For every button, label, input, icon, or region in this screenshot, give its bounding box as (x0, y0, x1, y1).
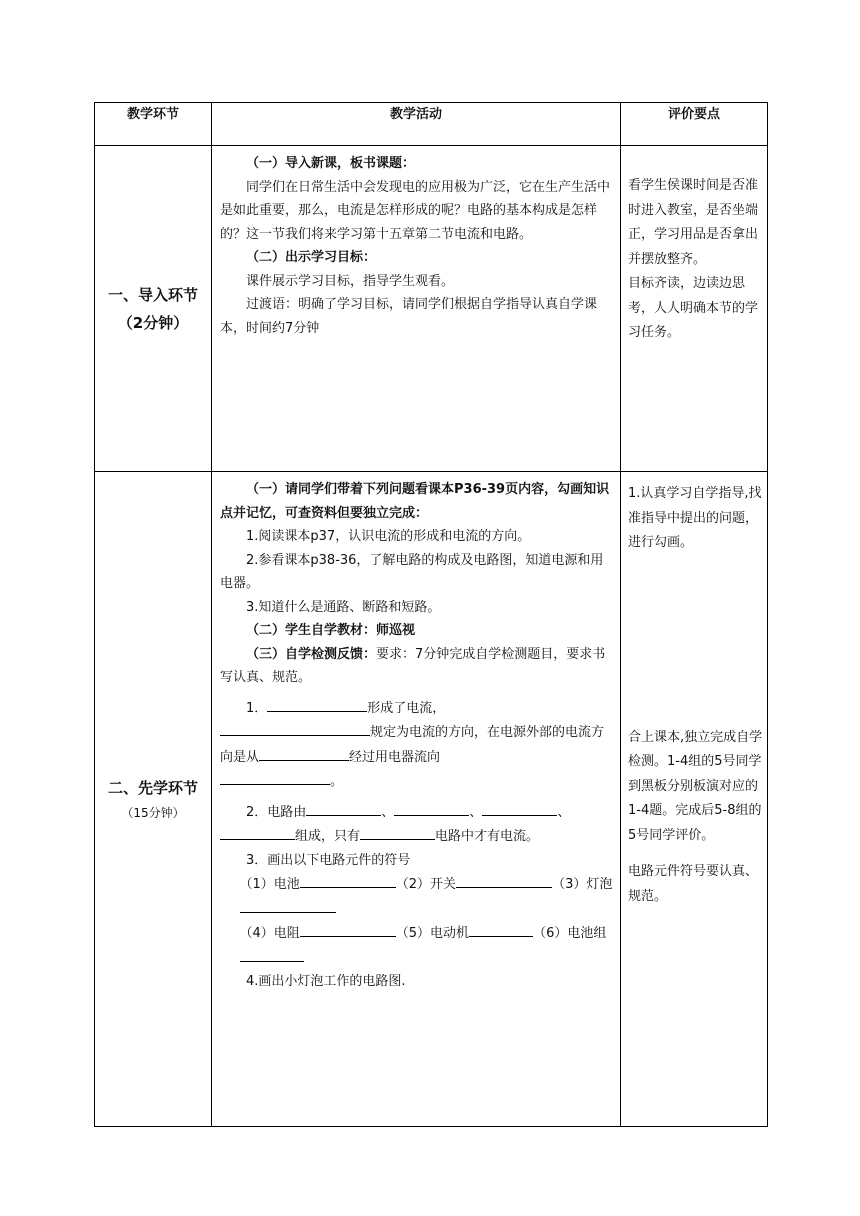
answer-blank[interactable] (394, 800, 469, 816)
question-text: 规定为电流的方向，在电源外部的电流方向是从 (220, 725, 605, 765)
stage-time: （15分钟） (121, 806, 185, 820)
evaluation-text: 1.认真学习自学指导,找准指导中提出的问题，进行勾画。 (628, 486, 762, 550)
answer-blank[interactable] (456, 872, 552, 888)
stage-time: （2分钟） (117, 313, 189, 332)
answer-blank[interactable] (220, 769, 330, 785)
activity-heading: （二）出示学习目标： (246, 250, 377, 265)
separator: 、 (469, 804, 483, 820)
activity-heading: （二）学生自学教材：师巡视 (246, 623, 416, 638)
test-question-2 (220, 800, 614, 825)
answer-blank[interactable] (259, 745, 349, 761)
header-stage: 教学环节 (95, 103, 212, 146)
spacer (628, 848, 763, 860)
stage-title: 二、先学环节 (107, 779, 198, 797)
answer-blank[interactable] (220, 824, 295, 840)
spacer (628, 556, 763, 726)
stage-cell (95, 472, 212, 1127)
symbol-label: （5）电动机 (395, 926, 470, 941)
question-text: 经过用电器流向 (349, 749, 441, 765)
question-text: 形成了电流， (367, 700, 446, 716)
answer-blank[interactable] (220, 720, 370, 736)
question-text: 2．电路由 (246, 804, 307, 820)
answer-blank[interactable] (240, 946, 304, 962)
question-text: 组成，只有 (295, 829, 361, 844)
symbol-label: （3）灯泡 (552, 877, 613, 892)
symbol-label: （6）电池组 (533, 926, 607, 941)
evaluation-cell (621, 146, 768, 472)
activity-heading: （一）请同学们带着下列问题看课本P36-39页内容，勾画知识点并记忆，可查资料但要独立完成： (220, 482, 610, 521)
header-row (95, 103, 768, 146)
table-row (95, 146, 768, 472)
test-question-1 (220, 696, 614, 721)
stage-cell (95, 146, 212, 472)
separator: 、 (381, 804, 395, 820)
evaluation-text: 看学生侯课时间是否准时进入教室，是否坐端正，学习用品是否拿出并摆放整齐。 (628, 178, 759, 267)
evaluation-text: 电路元件符号要认真、规范。 (628, 864, 759, 904)
activity-text: 过渡语：明确了学习目标，请同学们根据自学指导认真自学课本，时间约7分钟 (220, 297, 598, 336)
stage-title: 一、导入环节 (107, 285, 198, 304)
answer-blank[interactable] (267, 696, 367, 712)
answer-blank[interactable] (300, 872, 396, 888)
answer-blank[interactable] (240, 897, 336, 913)
activity-heading: （一）导入新课，板书课题： (246, 156, 416, 171)
activity-cell (212, 472, 621, 1127)
symbol-label: （1）电池 (239, 877, 300, 892)
symbol-row-2 (220, 921, 614, 970)
table-row (95, 472, 768, 1127)
answer-blank[interactable] (306, 800, 381, 816)
header-evaluation: 评价要点 (621, 103, 768, 146)
activity-text: 2.参看课本p38-36，了解电路的构成及电路图，知道电源和用电器。 (220, 552, 604, 591)
separator: 、 (557, 804, 571, 820)
activity-cell (212, 146, 621, 472)
evaluation-text: 合上课本,独立完成自学检测。1-4组的5号同学到黑板分别板演对应的1-4题。完成后5-8组的5号同学评价。 (628, 729, 763, 843)
activity-text: 1.阅读课本p37，认识电流的形成和电流的方向。 (246, 529, 531, 544)
activity-text (220, 643, 614, 690)
test-question-3: 3．画出以下电路元件的符号 (246, 852, 411, 868)
symbol-label: （4）电阻 (239, 926, 300, 941)
evaluation-cell (621, 472, 768, 1127)
activity-text: 同学们在日常生活中会发现电的应用极为广泛，它在生产生活中是如此重要，那么，电流是怎样形成的呢？电路的基本构成是怎样的？这一节我们将来学习第十五章第二节电流和电路。 (220, 179, 611, 242)
question-text: 电路中才有电流。 (435, 829, 540, 844)
test-question-1-cont (220, 720, 614, 769)
answer-blank[interactable] (360, 824, 435, 840)
question-number: 1． (246, 700, 268, 716)
question-text: 。 (330, 774, 344, 789)
answer-blank[interactable] (300, 921, 396, 937)
answer-blank[interactable] (482, 800, 557, 816)
evaluation-text: 目标齐读，边读边思考，人人明确本节的学习任务。 (628, 276, 759, 340)
activity-text-inline: 要求：7分钟完成自学检测题目，要求书写认真、规范。 (220, 646, 606, 685)
lesson-plan-table (94, 102, 768, 1127)
symbol-row-1 (220, 872, 614, 921)
symbol-label: （2）开关 (395, 877, 457, 892)
answer-blank[interactable] (469, 921, 533, 937)
test-question-4: 4.画出小灯泡工作的电路图. (246, 974, 406, 989)
activity-text: 课件展示学习目标，指导学生观看。 (246, 273, 455, 289)
test-question-1-end (220, 769, 614, 794)
test-question-2-cont (220, 824, 614, 849)
activity-text: 3.知道什么是通路、断路和短路。 (246, 599, 441, 615)
activity-heading-inline: （三）自学检测反馈： (246, 646, 377, 662)
header-activity: 教学活动 (212, 103, 621, 146)
